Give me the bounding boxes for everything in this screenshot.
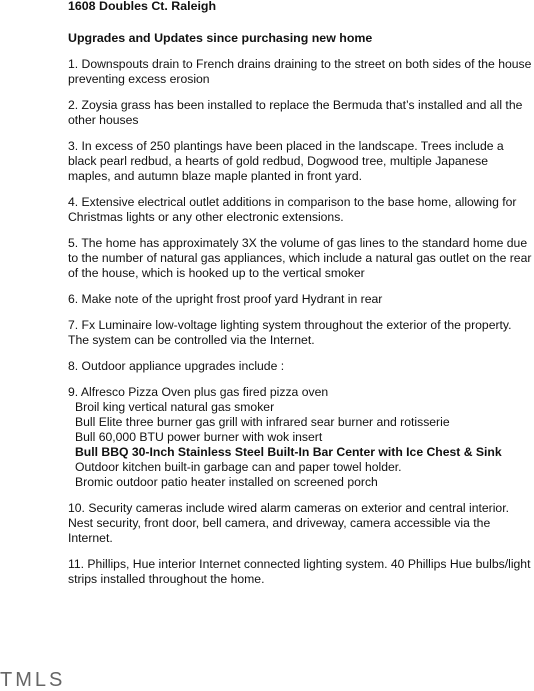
sub-item: Bull 60,000 BTU power burner with wok insert (75, 430, 323, 444)
list-item-security: 10. Security cameras include wired alarm cameras on exterior and central interior. Nest security, front door, bell camera, and driveway, camera accessible via the Internet. (68, 501, 509, 545)
list-item: 8. Outdoor appliance upgrades include : (68, 359, 285, 373)
sub-item: Outdoor kitchen built-in garbage can and paper towel holder. (75, 460, 402, 474)
list-item: 6. Make note of the upright frost proof yard Hydrant in rear (68, 292, 383, 306)
sub-item: Bull Elite three burner gas grill with infrared sear burner and rotisserie (75, 415, 450, 429)
document-title: 1608 Doubles Ct. Raleigh (68, 0, 217, 13)
list-item: 5. The home has approximately 3X the volume of gas lines to the standard home due to the number of natural gas appliances, which include a natural gas outlet on the rear of the house, which is hooked up to the vertical smoker (68, 236, 532, 280)
list-item: 2. Zoysia grass has been installed to replace the Bermuda that’s installed and all the other houses (68, 98, 523, 127)
item-9-heading: 9. Alfresco Pizza Oven plus gas fired pizza oven (68, 385, 329, 399)
sub-item: Broil king vertical natural gas smoker (75, 400, 275, 414)
list-item: 4. Extensive electrical outlet additions in comparison to the base home, allowing for Christmas lights or any other electronic extensions. (68, 195, 517, 224)
sub-item: Bromic outdoor patio heater installed on screened porch (75, 475, 378, 489)
tmls-logo: TMLS (0, 669, 66, 691)
document-subtitle: Upgrades and Updates since purchasing new home (68, 31, 373, 45)
list-item: 1. Downspouts drain to French drains draining to the street on both sides of the house preventing excess erosion (68, 57, 532, 86)
sub-item-bold: Bull BBQ 30-Inch Stainless Steel Built-In Bar Center with Ice Chest & Sink (75, 445, 502, 459)
list-item: 3. In excess of 250 plantings have been placed in the landscape. Trees include a black pearl redbud, a hearts of gold redbud, Dogwood tree, multiple Japanese maples, and autumn blaze maple planted in front yard. (68, 139, 504, 183)
list-item: 7. Fx Luminaire low-voltage lighting system throughout the exterior of the property. The system can be controlled via the Internet. (68, 318, 512, 347)
list-item-appliances (68, 385, 534, 490)
document-body (68, 0, 534, 587)
list-item-lighting: 11. Phillips, Hue interior Internet connected lighting system. 40 Phillips Hue bulbs/light strips installed throughout the home. (68, 557, 531, 586)
